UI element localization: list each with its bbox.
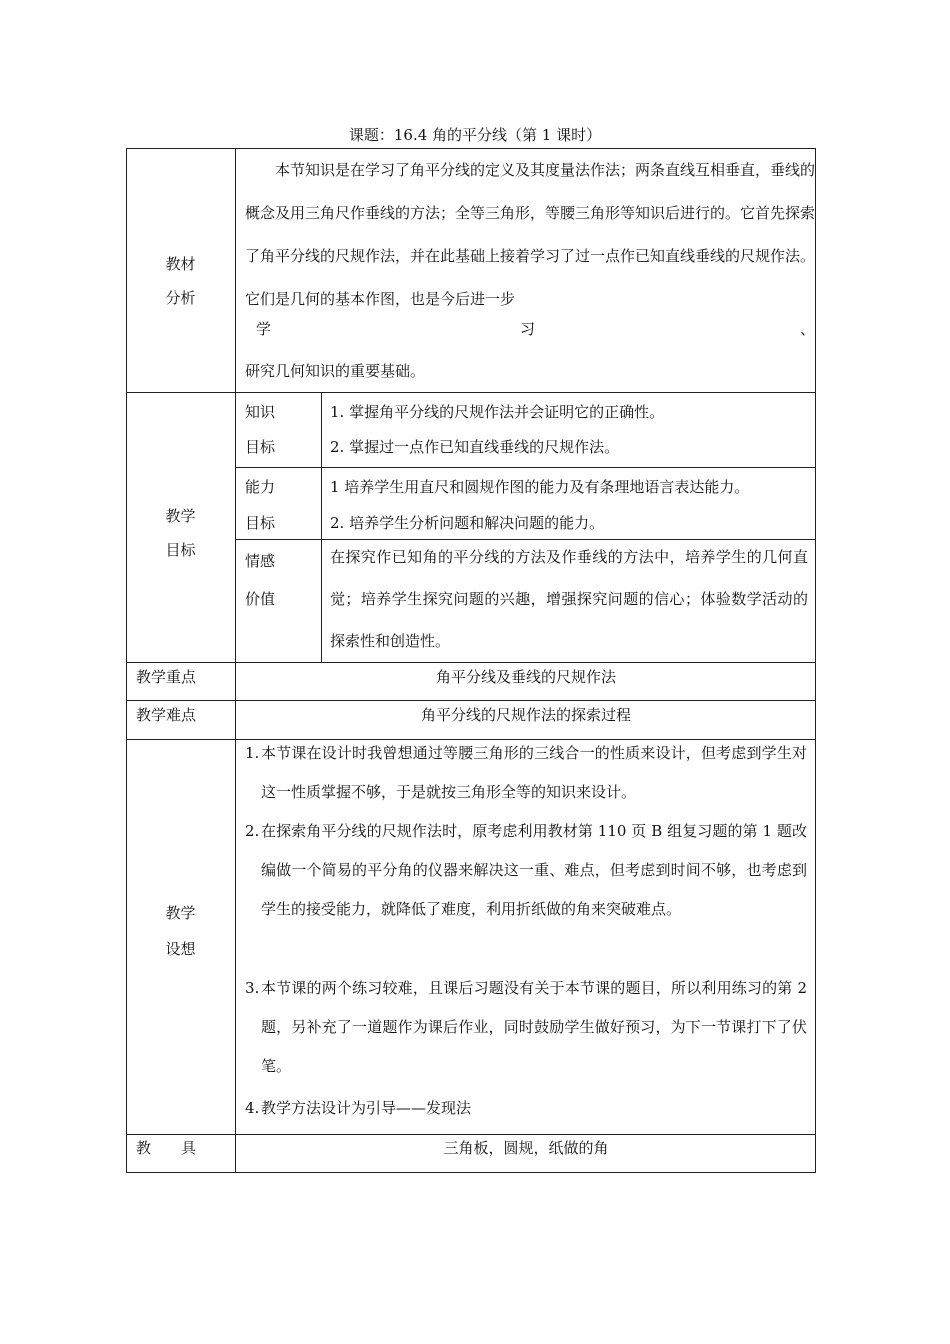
design-item: 2. 在探索角平分线的尺规作法时，原考虑利用教材第 110 页 B 组复习题的第 1 题改编做一个简易的平分角的仪器来解决这一重、难点，但考虑到时间不够，也考虑到学生的接受能力，就降低了难度，利用折纸做的角来突破难点。	[245, 822, 807, 918]
design-item: 3. 本节课的两个练习较难，且课后习题没有关于本节课的题目，所以利用练习的第 2 题，另补充了一道题作为课后作业，同时鼓励学生做好预习，为下一节课打下了伏笔。	[245, 979, 807, 1075]
emotion-goal-label: 情感 价值	[245, 552, 276, 608]
ability-goal-items: 1 培养学生用直尺和圆规作图的能力及有条理地语言表达能力。 2. 培养学生分析问题和解决问题的能力。	[330, 478, 750, 532]
row-divider	[126, 662, 816, 663]
sub-row-divider	[235, 467, 816, 468]
tools-label: 教 具	[136, 1139, 197, 1157]
design-item: 4. 教学方法设计为引导——发现法	[245, 1099, 472, 1117]
key-point-value: 角平分线及垂线的尺规作法	[435, 668, 616, 686]
difficulty-value: 角平分线的尺规作法的探索过程	[420, 706, 631, 724]
row-divider	[126, 392, 816, 393]
difficulty-label: 教学难点	[136, 706, 197, 724]
material-label: 教材 分析	[165, 255, 196, 307]
material-paragraph-end: 研究几何知识的重要基础。	[245, 362, 426, 380]
sub-column-divider	[321, 392, 322, 662]
design-label: 教学 设想	[165, 904, 196, 958]
row-divider	[126, 700, 816, 701]
goals-label: 教学 目标	[165, 507, 196, 559]
knowledge-goal-items: 1. 掌握角平分线的尺规作法并会证明它的正确性。 2. 掌握过一点作已知直线垂线的尺规作法。	[330, 403, 665, 456]
ability-goal-label: 能力 目标	[245, 478, 276, 532]
design-item: 1. 本节课在设计时我曾想通过等腰三角形的三线合一的性质来设计，但考虑到学生对这一性质掌握不够，于是就按三角形全等的知识来设计。	[245, 744, 807, 801]
material-paragraph: 本节知识是在学习了角平分线的定义及其度量法作法；两条直线互相垂直，垂线的概念及用三角尺作垂线的方法；全等三角形，等腰三角形等知识后进行的。它首先探索了角平分线的尺规作法，并在此基础上接着学习了过一点作已知直线垂线的尺规作法。它们是几何的基本作图，也是今后进一步	[245, 161, 816, 308]
label-column-divider	[235, 148, 236, 1173]
key-point-label: 教学重点	[136, 668, 197, 686]
tools-value: 三角板，圆规，纸做的角	[443, 1139, 609, 1157]
lesson-title: 课题：16.4 角的平分线（第 1 课时）	[348, 126, 602, 144]
row-divider	[126, 1134, 816, 1135]
knowledge-goal-label: 知识 目标	[245, 403, 276, 456]
emotion-goal-text: 在探究作已知角的平分线的方法及作垂线的方法中，培养学生的几何直觉；培养学生探究问题的兴趣，增强探究问题的信心；体验数学活动的探索性和创造性。	[330, 548, 808, 650]
